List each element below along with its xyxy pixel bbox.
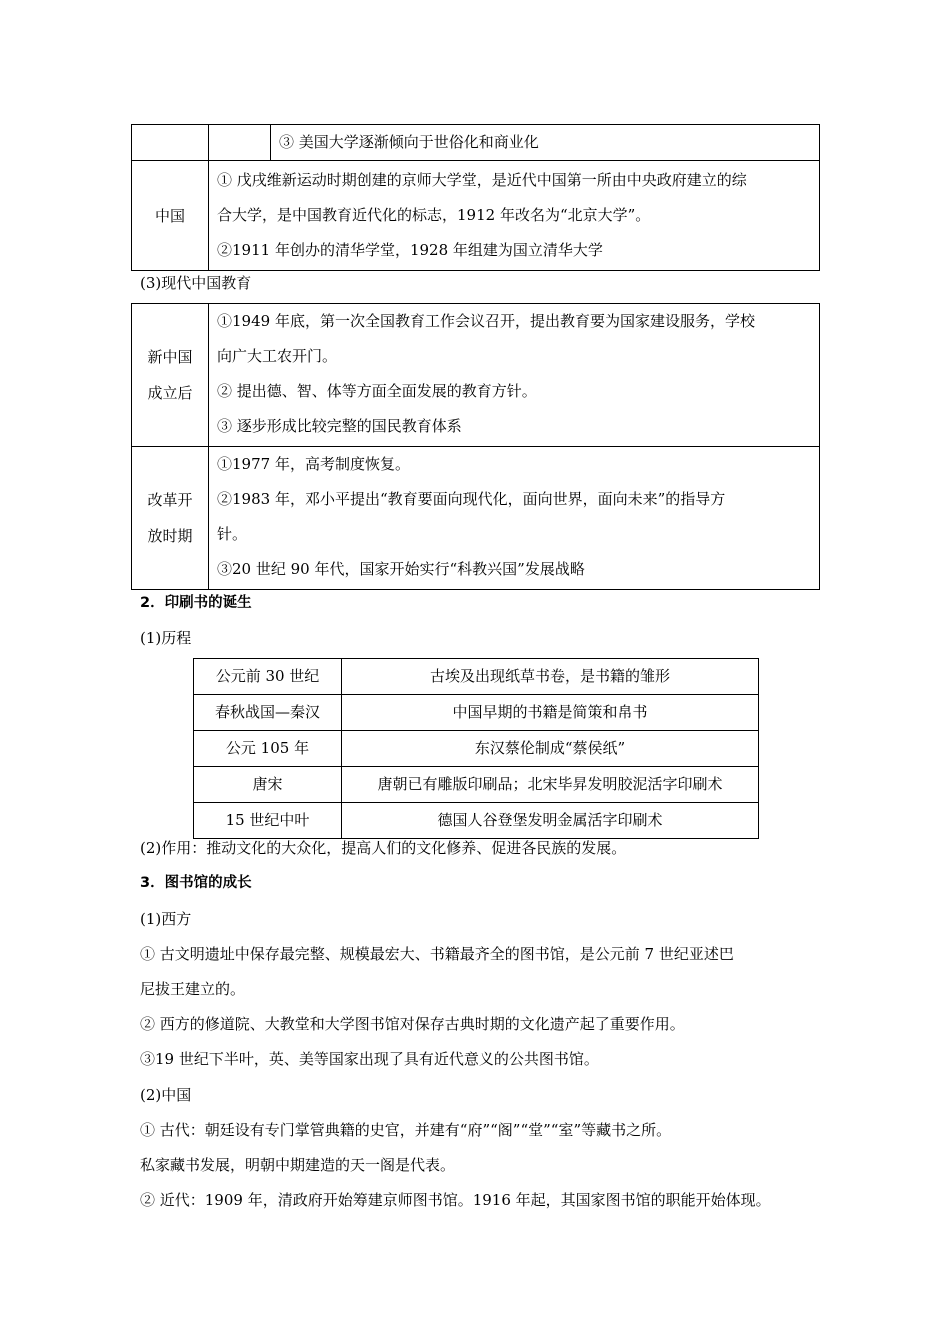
- row-label: [132, 447, 209, 590]
- text-line: ②1983 年，邓小平提出“教育要面向现代化，面向世界，面向未来”的指导方: [217, 490, 726, 508]
- event-cell: 唐朝已有雕版印刷品；北宋毕昇发明胶泥活字印刷术: [342, 767, 759, 803]
- table-row: [194, 731, 759, 767]
- text-line: ①1949 年底，第一次全国教育工作会议召开，提出教育要为国家建设服务，学校: [217, 312, 755, 330]
- text-line: 向广大工农开门。: [217, 347, 338, 365]
- empty-cell: [132, 125, 209, 161]
- paragraph-block: [140, 1113, 820, 1218]
- label-line: 改革开: [147, 491, 193, 509]
- text-line: 针。: [217, 525, 248, 543]
- paragraph-block: [140, 937, 820, 1077]
- row-label-china: 中国: [132, 161, 209, 271]
- section-heading: 3．图书馆的成长: [140, 875, 252, 891]
- text-line: ① 戊戌维新运动时期创建的京师大学堂，是近代中国第一所由中央政府建立的综: [217, 171, 747, 189]
- table-row: [132, 125, 820, 161]
- table-cell: [209, 447, 820, 590]
- text-line: ②1911 年创办的清华学堂，1928 年组建为国立清华大学: [217, 241, 603, 259]
- event-cell: 古埃及出现纸草书卷，是书籍的雏形: [342, 659, 759, 695]
- table-row: [132, 304, 820, 447]
- period-cell: 唐宋: [194, 767, 342, 803]
- event-cell: 德国人谷登堡发明金属活字印刷术: [342, 803, 759, 839]
- modern-education-table: [131, 303, 820, 590]
- text-line: ② 近代：1909 年，清政府开始筹建京师图书馆。1916 年起，其国家图书馆的职能开始体现。: [140, 1191, 771, 1209]
- empty-cell: [209, 125, 271, 161]
- text-line: 私家藏书发展，明朝中期建造的天一阁是代表。: [140, 1156, 456, 1174]
- text-line: ③19 世纪下半叶，英、美等国家出现了具有近代意义的公共图书馆。: [140, 1050, 599, 1068]
- university-table: [131, 124, 820, 271]
- text-line: ③20 世纪 90 年代，国家开始实行“科教兴国”发展战略: [217, 560, 585, 578]
- label-line: 新中国: [147, 348, 193, 366]
- table-row: [194, 767, 759, 803]
- paragraph: (2)作用：推动文化的大众化，提高人们的文化修养、促进各民族的发展。: [140, 839, 627, 857]
- period-cell: 春秋战国—秦汉: [194, 695, 342, 731]
- sub-heading: (1)西方: [140, 910, 192, 928]
- label-line: 成立后: [147, 384, 193, 402]
- table-row: [132, 447, 820, 590]
- row-label: [132, 304, 209, 447]
- sub-heading: (1)历程: [140, 629, 192, 647]
- text-line: ② 提出德、智、体等方面全面发展的教育方针。: [217, 382, 537, 400]
- table-row: [194, 659, 759, 695]
- text-line: 合大学，是中国教育近代化的标志，1912 年改名为“北京大学”。: [217, 206, 651, 224]
- section-heading: 2．印刷书的诞生: [140, 595, 252, 611]
- period-cell: 公元前 30 世纪: [194, 659, 342, 695]
- event-cell: 中国早期的书籍是简策和帛书: [342, 695, 759, 731]
- period-cell: 15 世纪中叶: [194, 803, 342, 839]
- printing-history-table: [193, 658, 759, 839]
- table-row: [194, 695, 759, 731]
- period-cell: 公元 105 年: [194, 731, 342, 767]
- table-cell: [209, 304, 820, 447]
- table-cell: [209, 161, 820, 271]
- event-cell: 东汉蔡伦制成“蔡侯纸”: [342, 731, 759, 767]
- text-line: ① 古代：朝廷设有专门掌管典籍的史官，并建有“府”“阁”“堂”“室”等藏书之所。: [140, 1121, 672, 1139]
- section-heading: (3)现代中国教育: [140, 274, 252, 292]
- text-line: ①1977 年，高考制度恢复。: [217, 455, 410, 473]
- sub-heading: (2)中国: [140, 1086, 192, 1104]
- table-cell: ③ 美国大学逐渐倾向于世俗化和商业化: [271, 125, 820, 161]
- text-line: 尼拔王建立的。: [140, 980, 246, 998]
- text-line: ② 西方的修道院、大教堂和大学图书馆对保存古典时期的文化遗产起了重要作用。: [140, 1015, 685, 1033]
- label-line: 放时期: [147, 527, 193, 545]
- table-row: [132, 161, 820, 271]
- text-line: ① 古文明遗址中保存最完整、规模最宏大、书籍最齐全的图书馆，是公元前 7 世纪亚述巴: [140, 945, 734, 963]
- text-line: ③ 逐步形成比较完整的国民教育体系: [217, 417, 462, 435]
